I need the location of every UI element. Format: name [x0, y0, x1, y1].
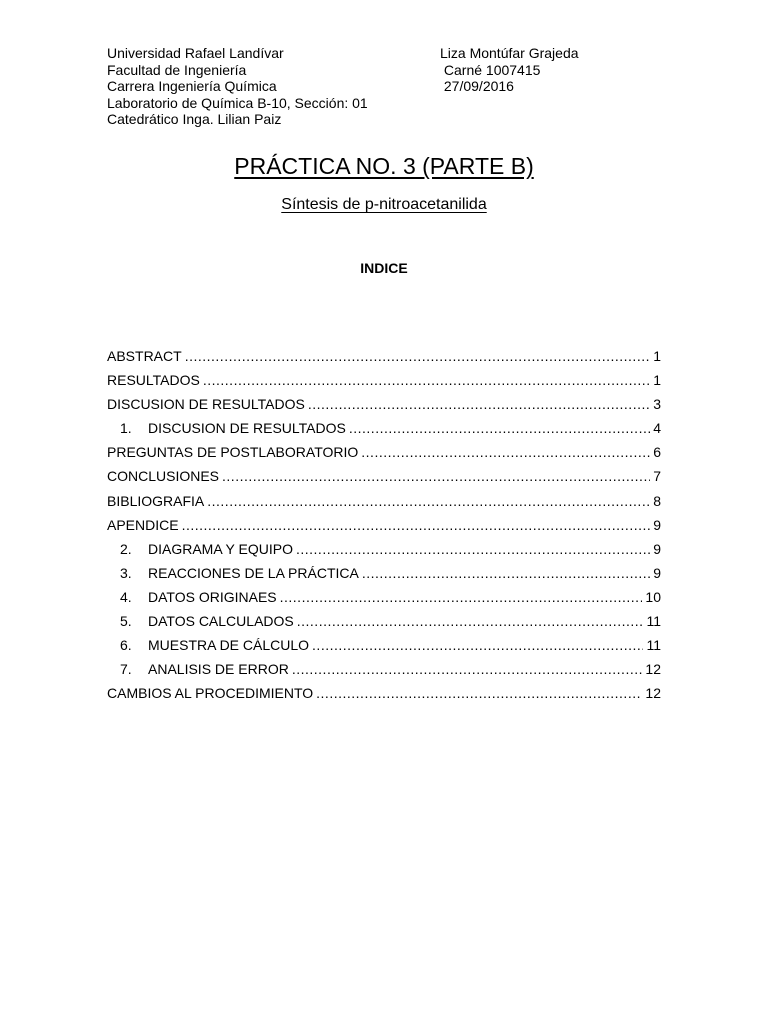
- toc-dot-leader: [362, 563, 650, 583]
- toc-entry-number: 2.: [120, 540, 132, 557]
- toc-dot-leader: [207, 491, 650, 511]
- toc-entry-page: 9: [653, 516, 661, 533]
- toc-entry-page: 10: [645, 588, 661, 605]
- toc-dot-leader: [222, 466, 650, 486]
- laboratory-line: Laboratorio de Química B-10, Sección: 01: [107, 94, 368, 111]
- toc-entry-number: 3.: [120, 564, 132, 581]
- toc-dot-leader: [203, 370, 650, 390]
- toc-entry[interactable]: [107, 659, 661, 683]
- toc-entry-page: 9: [653, 564, 661, 581]
- toc-entry-label: CAMBIOS AL PROCEDIMIENTO: [107, 685, 314, 702]
- toc-entry[interactable]: [107, 442, 661, 466]
- toc-entry-page: 12: [645, 661, 661, 678]
- document-title: PRÁCTICA NO. 3 (PARTE B): [234, 153, 534, 179]
- toc-entry-label: REACCIONES DE LA PRÁCTICA: [148, 564, 359, 581]
- toc-entry-label: RESULTADOS: [107, 372, 200, 389]
- toc-entry-number: 7.: [120, 661, 132, 678]
- toc-entry-label: ABSTRACT: [107, 348, 182, 364]
- toc-dot-leader: [280, 587, 643, 607]
- professor-line: Catedrático Inga. Lilian Paiz: [107, 111, 282, 127]
- toc-entry-page: 1: [653, 372, 661, 389]
- toc-dot-leader: [312, 635, 643, 655]
- toc-entry-page: 11: [646, 613, 661, 630]
- toc-entry-page: 9: [653, 540, 661, 557]
- toc-entry-page: 4: [653, 420, 661, 437]
- toc-entry-page: 12: [645, 685, 661, 702]
- toc-entry[interactable]: [107, 635, 661, 659]
- toc-dot-leader: [185, 346, 651, 366]
- toc-dot-leader: [182, 515, 651, 535]
- toc-entry[interactable]: [107, 491, 661, 515]
- toc-entry[interactable]: [107, 563, 661, 587]
- toc-entry-page: 7: [653, 468, 661, 485]
- toc-entry-label: DISCUSION DE RESULTADOS: [148, 420, 346, 437]
- document-subtitle: Síntesis de p-nitroacetanilida: [281, 196, 487, 213]
- career-line: Carrera Ingeniería Química: [107, 78, 277, 94]
- toc-dot-leader: [361, 442, 650, 462]
- toc-entry[interactable]: [107, 394, 661, 418]
- document-subtitle-block: [0, 195, 768, 215]
- institution-info: [107, 45, 368, 128]
- toc-entry-label: DIAGRAMA Y EQUIPO: [148, 540, 293, 557]
- toc-entry[interactable]: [107, 683, 661, 707]
- table-of-contents: [107, 346, 661, 707]
- toc-dot-leader: [308, 394, 650, 414]
- toc-dot-leader: [296, 539, 650, 559]
- toc-dot-leader: [292, 659, 643, 679]
- toc-entry[interactable]: [107, 466, 661, 490]
- toc-entry-label: MUESTRA DE CÁLCULO: [148, 637, 310, 654]
- toc-entry-page: 11: [646, 637, 661, 654]
- report-date: 27/09/2016: [440, 78, 514, 94]
- toc-entry-number: 5.: [120, 613, 132, 630]
- toc-dot-leader: [297, 611, 644, 631]
- index-heading: INDICE: [360, 260, 408, 276]
- student-id: Carné 1007415: [440, 61, 541, 78]
- toc-dot-leader: [316, 683, 642, 703]
- toc-entry-label: APENDICE: [107, 516, 179, 533]
- toc-entry-label: DATOS CALCULADOS: [148, 613, 294, 630]
- toc-entry[interactable]: [107, 370, 661, 394]
- toc-entry-label: DATOS ORIGINAES: [148, 588, 277, 605]
- toc-entry-number: 4.: [120, 588, 132, 605]
- toc-entry[interactable]: [107, 346, 661, 370]
- toc-entry[interactable]: [107, 418, 661, 442]
- toc-entry-label: PREGUNTAS DE POSTLABORATORIO: [107, 444, 359, 461]
- toc-entry-page: 8: [653, 492, 661, 509]
- faculty-line: Facultad de Ingeniería: [107, 61, 247, 78]
- toc-entry-page: 3: [653, 396, 661, 413]
- toc-entry[interactable]: [107, 611, 661, 635]
- toc-entry-page: 1: [653, 348, 661, 364]
- toc-entry[interactable]: [107, 587, 661, 611]
- university-line: Universidad Rafael Landívar: [107, 45, 284, 61]
- toc-entry-label: CONCLUSIONES: [107, 468, 220, 485]
- toc-entry-label: BIBLIOGRAFIA: [107, 492, 205, 509]
- toc-entry-label: ANALISIS DE ERROR: [148, 661, 289, 678]
- student-name: Liza Montúfar Grajeda: [440, 45, 579, 61]
- toc-entry-number: 1.: [120, 420, 132, 437]
- document-title-block: [0, 152, 768, 180]
- student-info: [440, 45, 579, 95]
- toc-entry-number: 6.: [120, 637, 132, 654]
- toc-entry-page: 6: [653, 444, 661, 461]
- toc-entry[interactable]: [107, 539, 661, 563]
- toc-entry[interactable]: [107, 515, 661, 539]
- toc-entry-label: DISCUSION DE RESULTADOS: [107, 396, 305, 413]
- toc-dot-leader: [349, 418, 650, 438]
